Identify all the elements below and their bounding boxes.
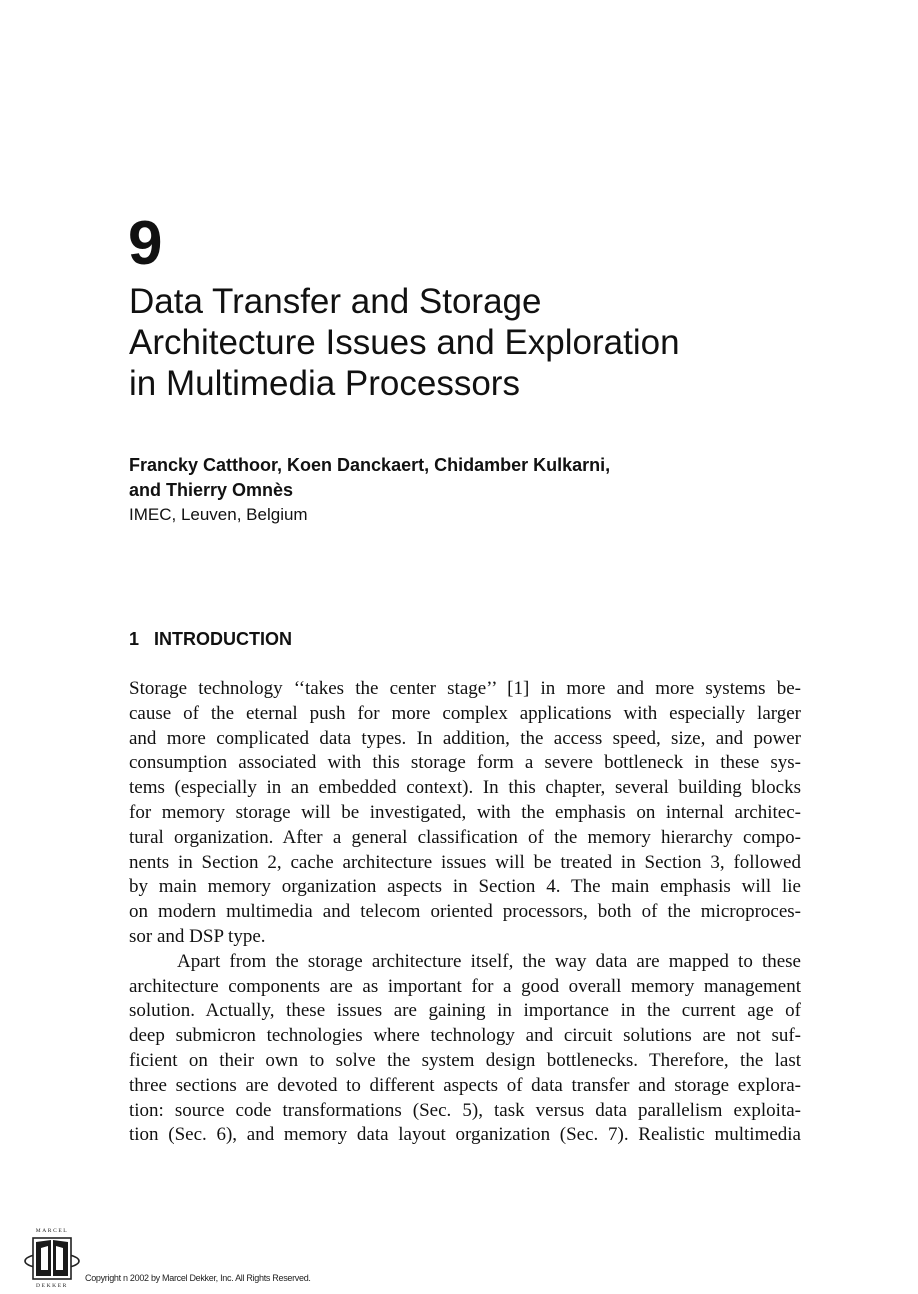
chapter-title-line: Architecture Issues and Exploration — [129, 323, 680, 362]
text-line: on modern multimedia and telecom oriented processors, both of the microproces- — [129, 901, 801, 923]
text-line: deep submicron technologies where technology and circuit solutions are not suf- — [129, 1025, 801, 1047]
text-line: by main memory organization aspects in Section 4. The main emphasis will lie — [129, 876, 801, 898]
text-line: sor and DSP type. — [129, 925, 266, 947]
text-line: for memory storage will be investigated, with the emphasis on internal architec- — [129, 801, 801, 823]
paragraph — [129, 950, 801, 1148]
text-line: consumption associated with this storage form a severe bottleneck in these sys- — [129, 752, 801, 774]
section-number: 1 — [129, 629, 140, 649]
logo-bottom-text: DEKKER — [36, 1283, 68, 1288]
text-line: and more complicated data types. In addition, the access speed, size, and power — [129, 727, 801, 749]
author-affiliation: IMEC, Leuven, Belgium — [129, 505, 308, 524]
text-line: nents in Section 2, cache architecture issues will be treated in Section 3, followed — [129, 851, 801, 873]
text-line: tion: source code transformations (Sec. 5), task versus data parallelism exploita- — [129, 1099, 801, 1121]
chapter-title-line: Data Transfer and Storage — [129, 282, 542, 321]
publisher-logo-icon — [22, 1226, 82, 1288]
text-line: cause of the eternal push for more complex applications with especially larger — [129, 702, 801, 724]
author-line: Francky Catthoor, Koen Danckaert, Chidamber Kulkarni, — [129, 455, 611, 475]
text-line: three sections are devoted to different aspects of data transfer and storage explora- — [129, 1074, 801, 1096]
author-list — [129, 453, 610, 503]
body-text — [129, 677, 801, 1148]
logo-top-text: MARCEL — [35, 1228, 69, 1234]
text-line: tion (Sec. 6), and memory data layout organization (Sec. 7). Realistic multimedia — [129, 1124, 801, 1146]
chapter-title — [129, 281, 829, 404]
text-line: ficient on their own to solve the system design bottlenecks. Therefore, the last — [129, 1049, 801, 1071]
author-line: and Thierry Omnès — [129, 480, 294, 500]
paragraph — [129, 677, 801, 950]
text-line: Storage technology ‘‘takes the center stage’’ [1] in more and more systems be- — [129, 678, 801, 699]
text-line: architecture components are as important for a good overall memory management — [129, 975, 801, 997]
chapter-title-line: in Multimedia Processors — [129, 364, 520, 403]
section-title: INTRODUCTION — [154, 629, 293, 649]
text-line: tural organization. After a general classification of the memory hierarchy compo- — [129, 826, 801, 848]
text-line: tems (especially in an embedded context). In this chapter, several building blocks — [129, 777, 801, 799]
chapter-number: 9 — [128, 209, 163, 278]
copyright-notice: Copyright n 2002 by Marcel Dekker, Inc. All Rights Reserved. — [85, 1273, 311, 1283]
text-line: Apart from the storage architecture itself, the way data are mapped to these — [177, 950, 801, 972]
text-line: solution. Actually, these issues are gaining in importance in the current age of — [129, 1000, 801, 1022]
section-heading — [129, 627, 292, 651]
